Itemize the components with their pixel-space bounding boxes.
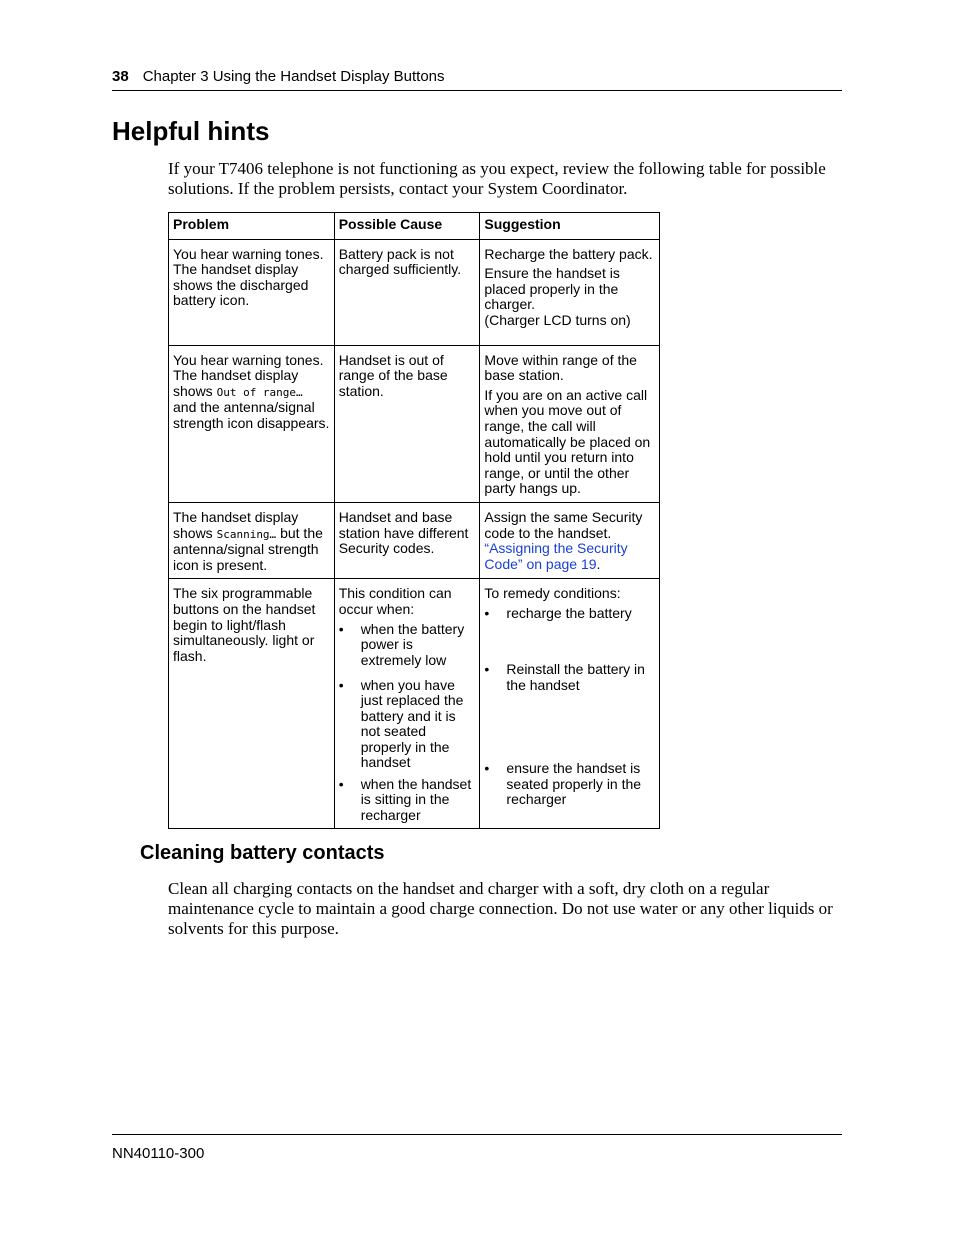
column-header-cause: Possible Cause <box>334 213 480 240</box>
table-row <box>169 239 660 345</box>
document-number: NN40110-300 <box>112 1145 205 1162</box>
intro-paragraph: If your T7406 telephone is not functioning as you expect, review the following table for possible solutions. If the problem persists, contact your System Coordinator. <box>168 159 826 198</box>
cause-cell: Handset and base station have different Security codes. <box>334 502 480 578</box>
column-header-suggestion: Suggestion <box>480 213 660 240</box>
list-item: • Reinstall the battery in the handset <box>484 662 655 757</box>
suggestion-cell <box>480 345 660 502</box>
page-title: Helpful hints <box>112 116 270 146</box>
suggestion-text: If you are on an active call when you move out of range, the call will automatically be placed on hold until you return into range, or until the other party hangs up. <box>484 386 651 497</box>
section-paragraph: Clean all charging contacts on the handset and charger with a soft, dry cloth on a regular maintenance cycle to maintain a good charge connection. Do not use water or any other liquids or solvents for this purpose. <box>168 879 833 938</box>
list-item: • ensure the handset is seated properly in the recharger <box>484 761 655 808</box>
suggestion-cell: Assign the same Security code to the handset. “Assigning the Security Code” on page 19. <box>480 502 660 578</box>
suggestion-text: Move within range of the base station. <box>484 351 637 384</box>
list-item: • when the battery power is extremely low <box>339 622 476 674</box>
problem-cell: You hear warning tones. The handset display shows Out of range… and the antenna/signal strength icon disappears. <box>169 345 335 502</box>
problem-cell: The six programmable buttons on the handset begin to light/flash simultaneously. light or flash. <box>169 579 335 829</box>
suggestion-list <box>484 606 655 808</box>
page-header <box>112 68 842 91</box>
suggestion-intro: To remedy conditions: <box>484 585 621 602</box>
list-item: • recharge the battery <box>484 606 655 658</box>
cause-cell: Handset is out of range of the base station. <box>334 345 480 502</box>
hints-table <box>168 212 660 829</box>
list-item: • when the handset is sitting in the recharger <box>339 777 476 824</box>
display-message: Scanning… <box>216 527 277 541</box>
table-row <box>169 579 660 829</box>
problem-cell: You hear warning tones. The handset display shows the discharged battery icon. <box>169 239 335 345</box>
table-row <box>169 502 660 578</box>
list-item: • when you have just replaced the battery and it is not seated properly in the handset <box>339 678 476 773</box>
suggestion-cell <box>480 579 660 829</box>
chapter-title: Chapter 3 Using the Handset Display Buttons <box>142 68 445 85</box>
display-message: Out of range… <box>216 385 303 399</box>
cause-list <box>339 622 476 824</box>
cause-cell <box>334 579 480 829</box>
footer-divider <box>112 1134 842 1135</box>
column-header-problem: Problem <box>169 213 335 240</box>
cross-reference-link[interactable]: “Assigning the Security Code” on page 19 <box>484 540 628 572</box>
page-number: 38 <box>112 68 129 85</box>
table-header-row <box>169 213 660 240</box>
suggestion-text: Ensure the handset is placed properly in the charger. (Charger LCD turns on) <box>484 265 631 328</box>
suggestion-cell <box>480 239 660 345</box>
section-title: Cleaning battery contacts <box>140 842 385 864</box>
problem-cell: The handset display shows Scanning… but the antenna/signal strength icon is present. <box>169 502 335 578</box>
suggestion-text: Recharge the battery pack. <box>484 245 653 262</box>
cause-intro: This condition can occur when: <box>338 585 452 617</box>
table-row <box>169 345 660 502</box>
cause-cell: Battery pack is not charged sufficiently. <box>334 239 480 345</box>
